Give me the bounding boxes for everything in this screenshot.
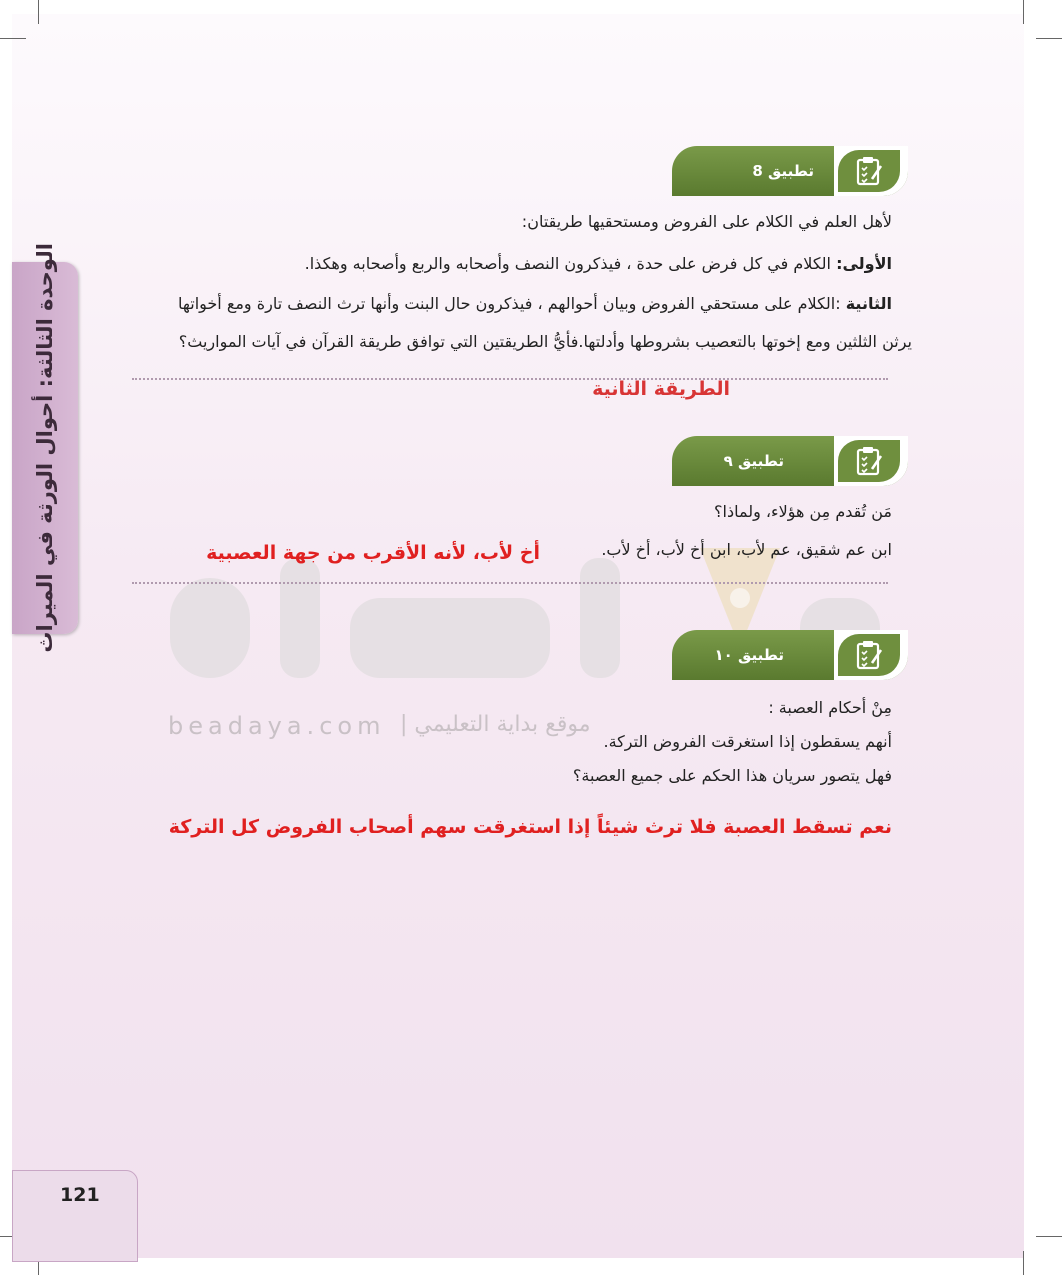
crop-mark: [1023, 1251, 1024, 1275]
crop-mark: [0, 38, 26, 39]
section-8-title: تطبيق 8: [752, 162, 814, 180]
section-8-first: [305, 254, 892, 273]
section-10-line3: فهل يتصور سريان هذا الحكم على جميع العصبة؟: [572, 766, 892, 785]
second-text: :الكلام على مستحقي الفروض وبيان أحوالهم ، فيذكرون حال البنت وأنها ترث النصف تارة ومع أخواتها: [178, 294, 846, 313]
section-8-banner: [672, 146, 908, 196]
section-10-line1: مِنْ أحكام العصبة :: [768, 698, 892, 717]
section-8-intro: لأهل العلم في الكلام على الفروض ومستحقيها طريقتان:: [521, 212, 892, 231]
icon-frame: [834, 436, 908, 486]
section-9-title: تطبيق ٩: [723, 452, 784, 470]
section-8-second-cont: يرثن الثلثين ومع إخوتها بالتعصيب بشروطها وأدلتها.فأيُّ الطريقتين التي توافق طريقة القرآن في آيات المواريث؟: [178, 332, 912, 351]
second-label: الثانية: [845, 294, 892, 313]
section-9-question: مَن تُقدم مِن هؤلاء، ولماذا؟: [714, 502, 892, 521]
section-9-answer: أخ لأب، لأنه الأقرب من جهة العصبية: [206, 542, 540, 564]
crop-mark: [1036, 1236, 1062, 1237]
unit-title: الوحدة الثالثة: أحوال الورثة في الميراث: [33, 243, 57, 653]
watermark-url: beadaya.com: [168, 712, 386, 740]
section-8-second: [178, 294, 892, 313]
divider: [132, 378, 888, 380]
crop-mark: [38, 0, 39, 24]
section-9-banner: [672, 436, 908, 486]
section-10-answer: نعم تسقط العصبة فلا ترث شيئاً إذا استغرقت سهم أصحاب الفروض كل التركة: [168, 816, 892, 838]
icon-frame: [834, 146, 908, 196]
watermark-tagline: موقع بداية التعليمي |: [400, 712, 591, 737]
first-text: الكلام في كل فرض على حدة ، فيذكرون النصف وأصحابه والربع وأصحابه وهكذا.: [304, 254, 837, 273]
divider: [132, 582, 888, 584]
section-9-options: ابن عم شقيق، عم لأب، ابن أخ لأب، أخ لأب.: [601, 540, 892, 559]
section-10-banner: [672, 630, 908, 680]
clipboard-check-icon: [838, 440, 900, 482]
crop-mark: [1023, 0, 1024, 24]
crop-mark: [1036, 38, 1062, 39]
first-label: الأولى:: [836, 254, 892, 273]
page-number: 121: [60, 1184, 100, 1206]
icon-frame: [834, 630, 908, 680]
clipboard-check-icon: [838, 634, 900, 676]
clipboard-check-icon: [838, 150, 900, 192]
section-8-answer: الطريقة الثانية: [592, 378, 730, 400]
section-10-title: تطبيق ١٠: [714, 646, 784, 664]
section-10-line2: أنهم يسقطون إذا استغرقت الفروض التركة.: [603, 732, 892, 751]
